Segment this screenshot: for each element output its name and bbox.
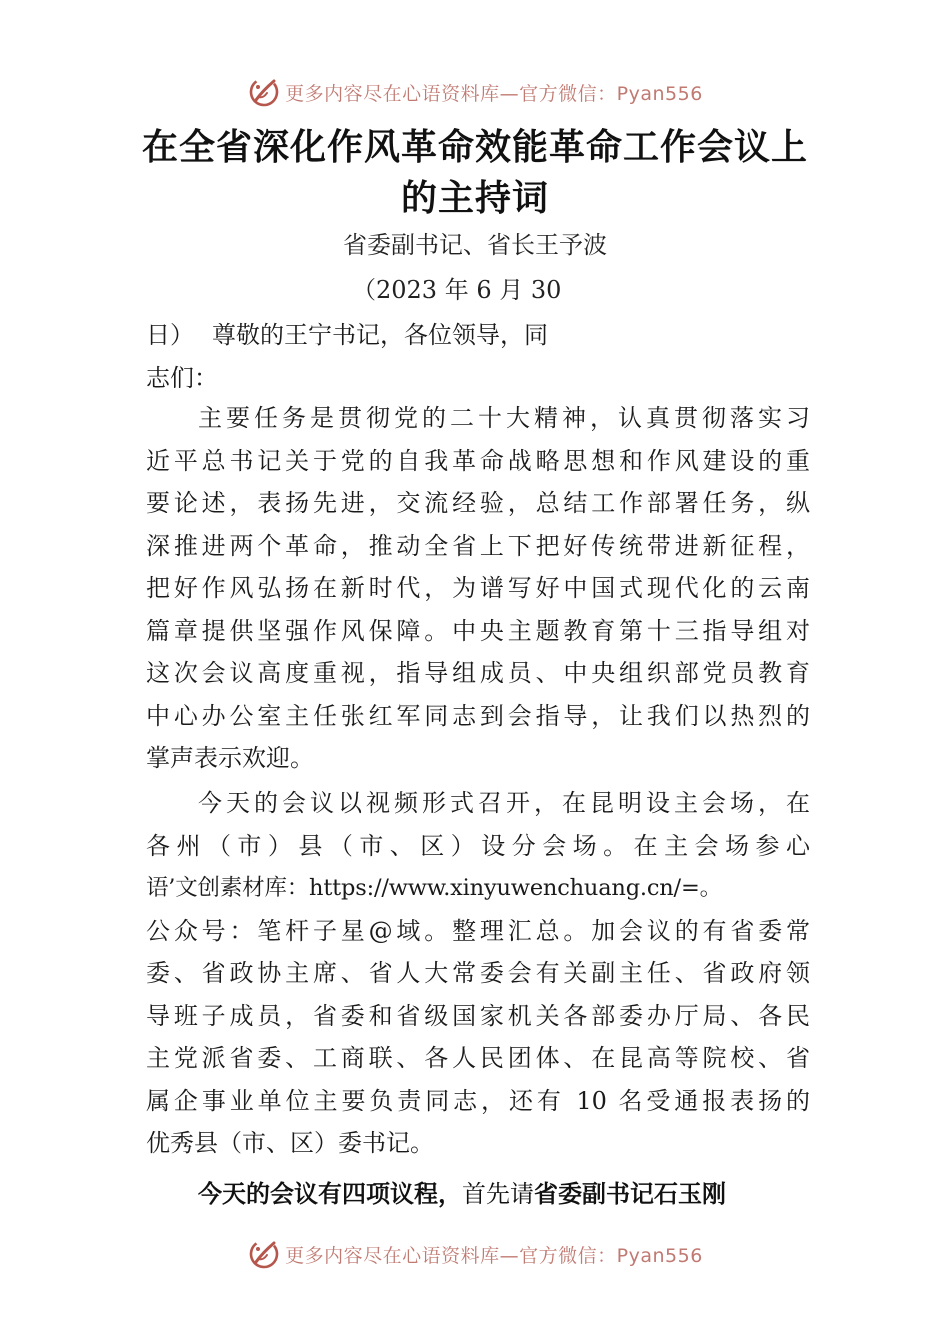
agenda-speaker: 省委副书记石玉刚 <box>534 1180 726 1208</box>
paragraph-line: 掌声表示欢迎。 <box>146 744 314 772</box>
paragraph-line: 导班子成员，省委和省级国家机关各部委办厅局、各民 <box>146 1001 810 1030</box>
date-suffix: 日） <box>146 321 194 349</box>
paragraph-line: 要论述，表扬先进，交流经验，总结工作部署任务，纵 <box>146 489 810 517</box>
salutation-line-2: 志们： <box>146 363 218 392</box>
salutation-text: 尊敬的王宁书记，各位领导，同 <box>212 321 548 349</box>
paragraph-line: 深推进两个革命，推动全省上下把好传统带进新征程， <box>146 531 810 560</box>
document-title <box>80 122 870 224</box>
brush-logo-icon <box>247 75 281 109</box>
document-date: （2023 年 6 月 30 <box>352 276 562 304</box>
paragraph-1 <box>146 397 810 780</box>
paragraph-3 <box>146 1173 810 1216</box>
brush-logo-icon <box>247 1237 281 1271</box>
paragraph-line: 语’文创素材库：https://www.xinyuwenchuang.cn/=。 <box>146 875 722 901</box>
watermark-header <box>0 70 950 114</box>
agenda-connector: 首先请 <box>462 1180 534 1208</box>
paragraph-line: 中心办公室主任张红军同志到会指导，让我们以热烈的 <box>146 701 810 730</box>
paragraph-line: 委、省政协主席、省人大常委会有关副主任、省政府领 <box>146 959 810 987</box>
paragraph-line: 今天的会议以视频形式召开，在昆明设主会场，在 <box>198 789 810 817</box>
watermark-text: 更多内容尽在心语资料库—官方微信：Pyan556 <box>285 1244 703 1267</box>
document-author: 省委副书记、省长王予波 <box>343 231 607 259</box>
paragraph-line: 属企事业单位主要负责同志，还有 10 名受通报表扬的 <box>146 1086 810 1115</box>
paragraph-line: 篇章提供坚强作风保障。中央主题教育第十三指导组对 <box>146 616 810 645</box>
paragraph-line: 这次会议高度重视，指导组成员、中央组织部党员教育 <box>146 659 810 687</box>
salutation <box>146 314 810 399</box>
paragraph-2 <box>146 782 810 1165</box>
paragraph-line: 优秀县（市、区）委书记。 <box>146 1129 434 1157</box>
paragraph-line: 近平总书记关于党的自我革命战略思想和作风建设的重 <box>146 446 810 475</box>
paragraph-line: 把好作风弘扬在新时代，为谱写好中国式现代化的云南 <box>146 574 810 602</box>
salutation-line-1 <box>146 314 810 357</box>
agenda-emphasis: 今天的会议有四项议程， <box>198 1180 462 1208</box>
title-line-2: 的主持词 <box>400 178 549 219</box>
watermark-text: 更多内容尽在心语资料库—官方微信：Pyan556 <box>285 82 703 105</box>
watermark-footer <box>0 1232 950 1276</box>
paragraph-line: 主党派省委、工商联、各人民团体、在昆高等院校、省 <box>146 1044 810 1072</box>
paragraph-line: 公众号：笔杆子星@域。整理汇总。加会议的有省委常 <box>146 916 810 945</box>
title-line-1: 在全省深化作风革命效能革命工作会议上 <box>141 127 808 168</box>
paragraph-line: 主要任务是贯彻党的二十大精神，认真贯彻落实习 <box>198 404 810 432</box>
paragraph-line: 各州（市）县（市、区）设分会场。在主会场参心 <box>146 831 810 860</box>
